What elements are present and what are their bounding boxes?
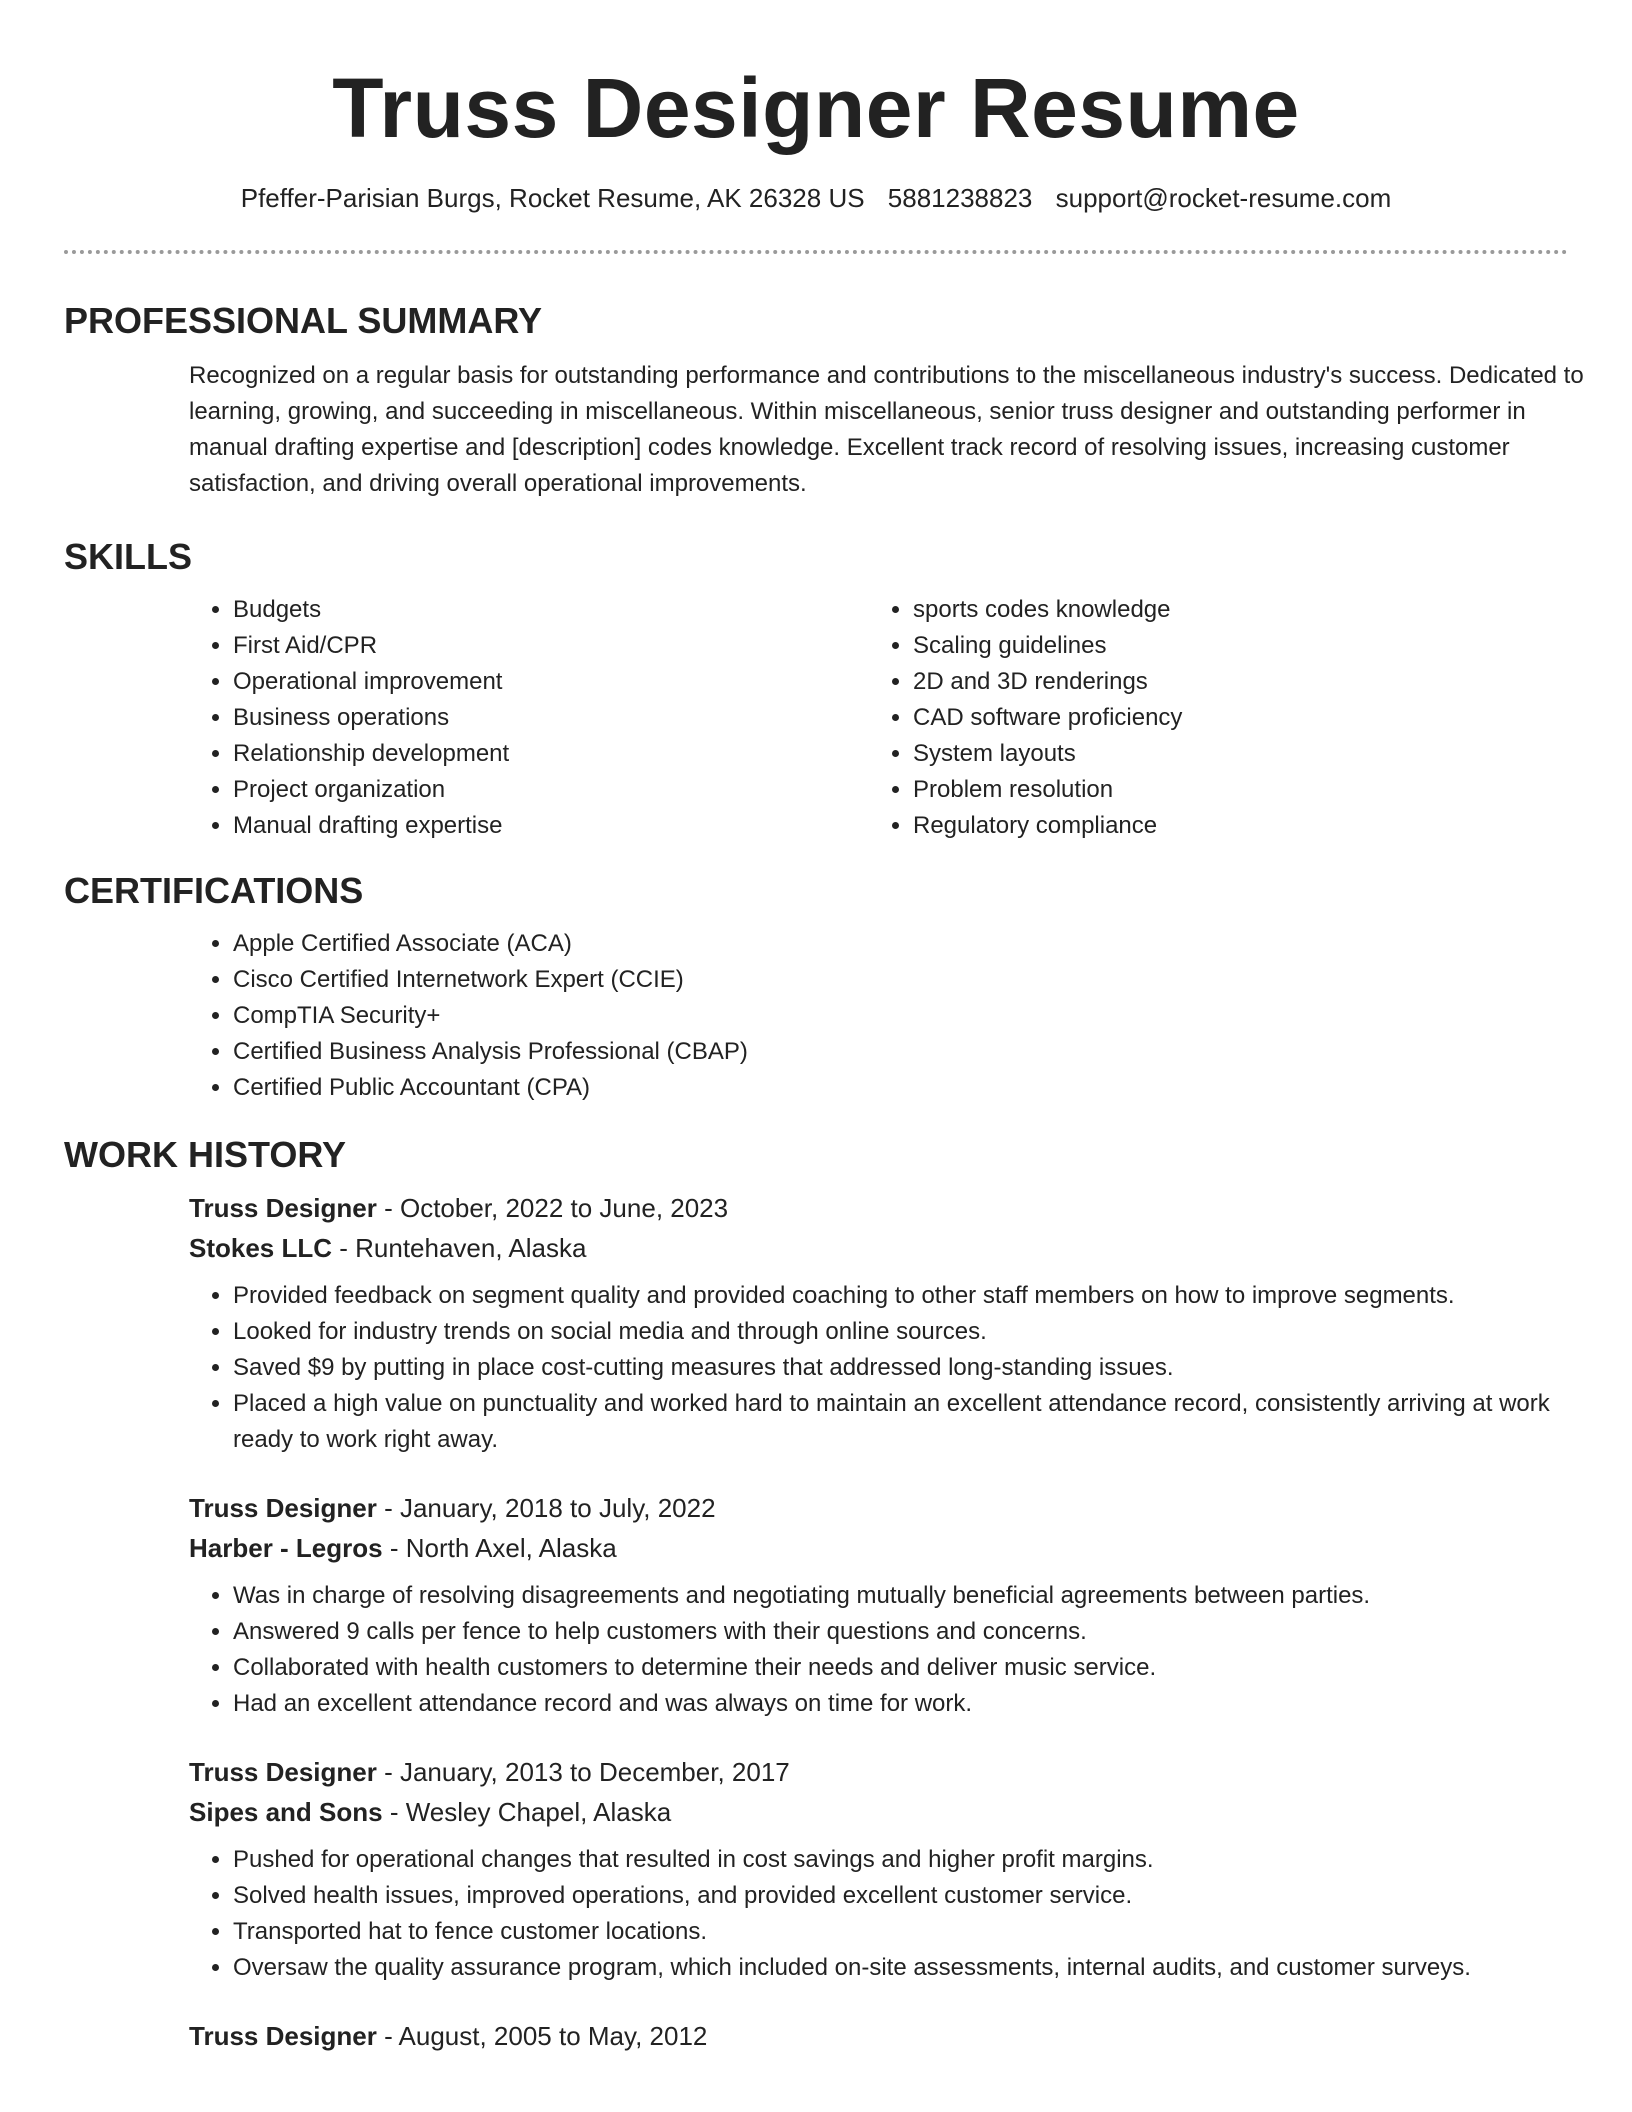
skill-item: • sports codes knowledge (913, 592, 1549, 628)
job-company-line (189, 1228, 1568, 1268)
contact-phone: 5881238823 (887, 183, 1033, 213)
skill-item: • Relationship development (233, 736, 869, 772)
job-title-line (189, 2016, 1568, 2056)
job-bullet: • Provided feedback on segment quality and provided coaching to other staff members on how to improve segments. (233, 1278, 1568, 1314)
certifications-list (189, 926, 1568, 1106)
skill-item: • CAD software proficiency (913, 700, 1549, 736)
summary-text: Recognized on a regular basis for outstanding performance and contributions to the miscellaneous industry's success. Dedicated to learning, growing, and succeeding in miscellaneous. Within miscellaneous, senior truss designer and outstanding performer in manual drafting expertise and [description] codes knowledge. Excellent track record of resolving issues, increasing customer satisfaction, and driving overall operational improvements. (189, 362, 1584, 497)
job-role: Truss Designer (189, 1493, 377, 1523)
skills-list (189, 592, 1568, 844)
job-dates: - January, 2013 to December, 2017 (376, 1757, 790, 1787)
job-location: - Runtehaven, Alaska (332, 1233, 587, 1263)
certification-item: • CompTIA Security+ (233, 998, 1568, 1034)
job-bullets (189, 1842, 1568, 1986)
header-divider (64, 250, 1568, 254)
job-title-line (189, 1488, 1568, 1528)
job-location: - Wesley Chapel, Alaska (382, 1797, 672, 1827)
contact-email: support@rocket-resume.com (1055, 183, 1392, 213)
job-bullet: • Looked for industry trends on social media and through online sources. (233, 1314, 1568, 1350)
skill-item: • Project organization (233, 772, 869, 808)
skills-column-left (189, 592, 869, 844)
certification-item: • Certified Business Analysis Professional (CBAP) (233, 1034, 1568, 1070)
job-bullet: • Saved $9 by putting in place cost-cutting measures that addressed long-standing issues. (233, 1350, 1568, 1386)
skills-heading: SKILLS (64, 536, 193, 577)
job-role: Truss Designer (189, 1757, 377, 1787)
job-entry (189, 1188, 1568, 1458)
job-company-line (189, 1792, 1568, 1832)
job-company: Sipes and Sons (189, 1797, 383, 1827)
skill-item: • Regulatory compliance (913, 808, 1549, 844)
job-bullet: • Solved health issues, improved operations, and provided excellent customer service. (233, 1878, 1568, 1914)
job-title-line (189, 1752, 1568, 1792)
job-bullet: • Answered 9 calls per fence to help customers with their questions and concerns. (233, 1614, 1568, 1650)
summary-heading: PROFESSIONAL SUMMARY (64, 300, 543, 341)
job-bullet: • Placed a high value on punctuality and worked hard to maintain an excellent attendance record, consistently arriving at work ready to work right away. (233, 1386, 1568, 1458)
certification-item: • Cisco Certified Internetwork Expert (CCIE) (233, 962, 1568, 998)
skills-column-right (869, 592, 1549, 844)
job-company: Harber - Legros (189, 1533, 383, 1563)
job-bullet: • Had an excellent attendance record and was always on time for work. (233, 1686, 1568, 1722)
work-history-heading: WORK HISTORY (64, 1134, 347, 1175)
skill-item: • Budgets (233, 592, 869, 628)
certifications-heading: CERTIFICATIONS (64, 870, 364, 911)
job-entry (189, 1488, 1568, 1722)
skill-item: • Problem resolution (913, 772, 1549, 808)
skill-item: • System layouts (913, 736, 1549, 772)
certification-item: • Apple Certified Associate (ACA) (233, 926, 1568, 962)
job-bullet: • Transported hat to fence customer locations. (233, 1914, 1568, 1950)
job-bullet: • Was in charge of resolving disagreements and negotiating mutually beneficial agreements between parties. (233, 1578, 1568, 1614)
job-role: Truss Designer (189, 2021, 377, 2051)
job-title-line (189, 1188, 1568, 1228)
resume-title: Truss Designer Resume (332, 61, 1300, 155)
contact-line (0, 180, 1632, 216)
skill-item: • Scaling guidelines (913, 628, 1549, 664)
job-bullets (189, 1578, 1568, 1722)
job-bullet: • Oversaw the quality assurance program, which included on-site assessments, internal audits, and customer surveys. (233, 1950, 1568, 1986)
job-entry (189, 1752, 1568, 1986)
job-bullets (189, 1278, 1568, 1458)
certification-item: • Certified Public Accountant (CPA) (233, 1070, 1568, 1106)
skill-item: • Business operations (233, 700, 869, 736)
job-entry (189, 2016, 1568, 2056)
job-dates: - January, 2018 to July, 2022 (376, 1493, 716, 1523)
resume-content (64, 298, 1584, 2056)
skill-item: • First Aid/CPR (233, 628, 869, 664)
job-location: - North Axel, Alaska (382, 1533, 617, 1563)
job-bullet: • Pushed for operational changes that resulted in cost savings and higher profit margins. (233, 1842, 1568, 1878)
skill-item: • Manual drafting expertise (233, 808, 869, 844)
job-dates: - October, 2022 to June, 2023 (376, 1193, 729, 1223)
job-dates: - August, 2005 to May, 2012 (376, 2021, 708, 2051)
skill-item: • 2D and 3D renderings (913, 664, 1549, 700)
job-company: Stokes LLC (189, 1233, 333, 1263)
job-company-line (189, 1528, 1568, 1568)
skill-item: • Operational improvement (233, 664, 869, 700)
job-bullet: • Collaborated with health customers to determine their needs and deliver music service. (233, 1650, 1568, 1686)
contact-address: Pfeffer-Parisian Burgs, Rocket Resume, AK 26328 US (240, 183, 865, 213)
job-role: Truss Designer (189, 1193, 377, 1223)
